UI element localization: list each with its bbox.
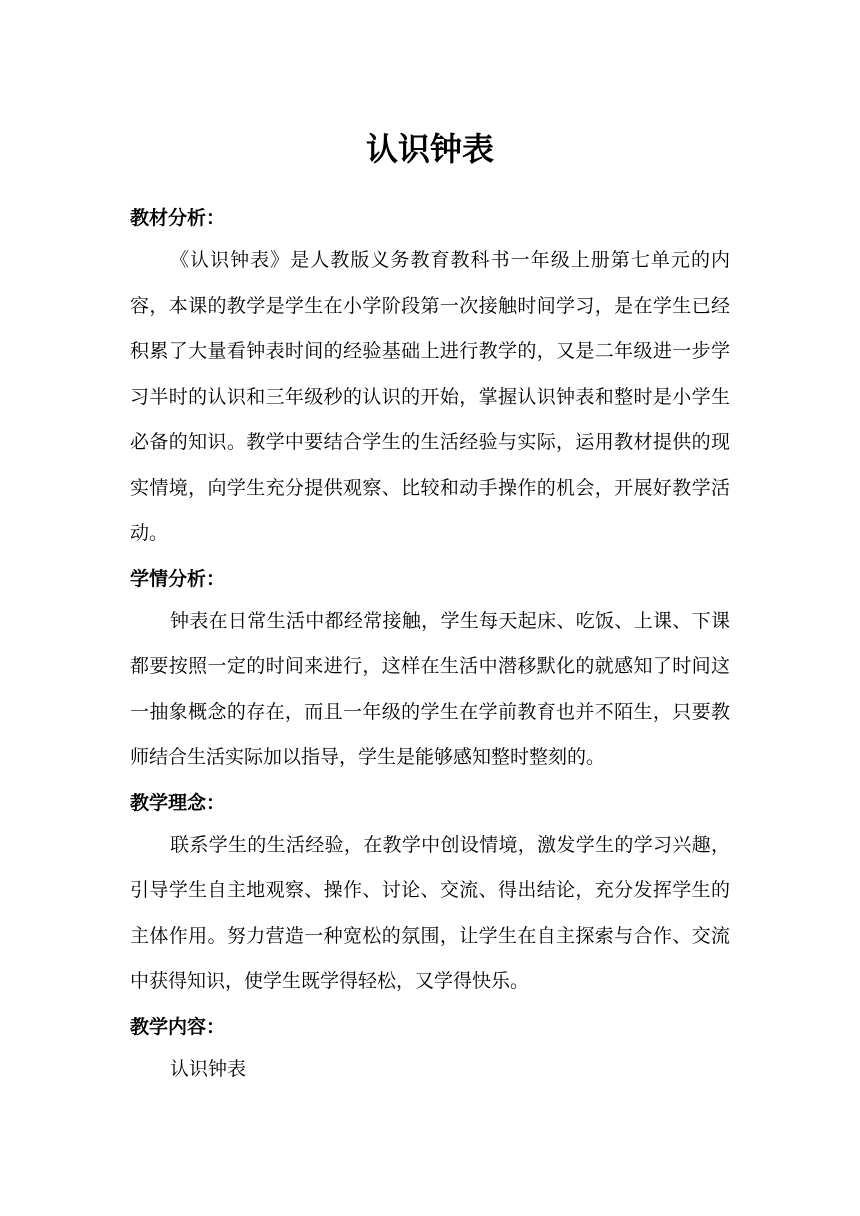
section-textbook-analysis [130,198,730,557]
document-title: 认识钟表 [365,130,494,169]
section-heading: 教材分析： [130,207,226,229]
section-teaching-philosophy [130,783,730,1005]
section-heading: 教学理念： [130,791,226,814]
section-teaching-content [130,1007,730,1093]
section-student-analysis [130,559,730,781]
section-heading: 教学内容： [130,1015,226,1038]
section-paragraph: 钟表在日常生活中都经常接触，学生每天起床、吃饭、上课、下课都要按照一定的时间来进行，这样在生活中潜移默化的就感知了时间这一抽象概念的存在，而且一年级的学生在学前教育也并不陌生，只要教师结合生活实际加以指导，学生是能够感知整时整刻的。 [130,609,730,768]
section-paragraph: 认识钟表 [170,1057,247,1080]
document-body [130,198,730,1092]
section-paragraph: 《认识钟表》是人教版义务教育教科书一年级上册第七单元的内容，本课的教学是学生在小学阶段第一次接触时间学习，是在学生已经积累了大量看钟表时间的经验基础上进行教学的，又是二年级进一步学习半时的认识和三年级秒的认识的开始，掌握认识钟表和整时是小学生必备的知识。教学中要结合学生的生活经验与实际，运用教材提供的现实情境，向学生充分提供观察、比较和动手操作的机会，开展好教学活动。 [130,249,730,544]
section-heading: 学情分析： [130,567,226,590]
section-paragraph: 联系学生的生活经验，在教学中创设情境，激发学生的学习兴趣，引导学生自主地观察、操作、讨论、交流、得出结论，充分发挥学生的主体作用。努力营造一种宽松的氛围，让学生在自主探索与合作、交流中获得知识，使学生既学得轻松，又学得快乐。 [130,833,730,992]
